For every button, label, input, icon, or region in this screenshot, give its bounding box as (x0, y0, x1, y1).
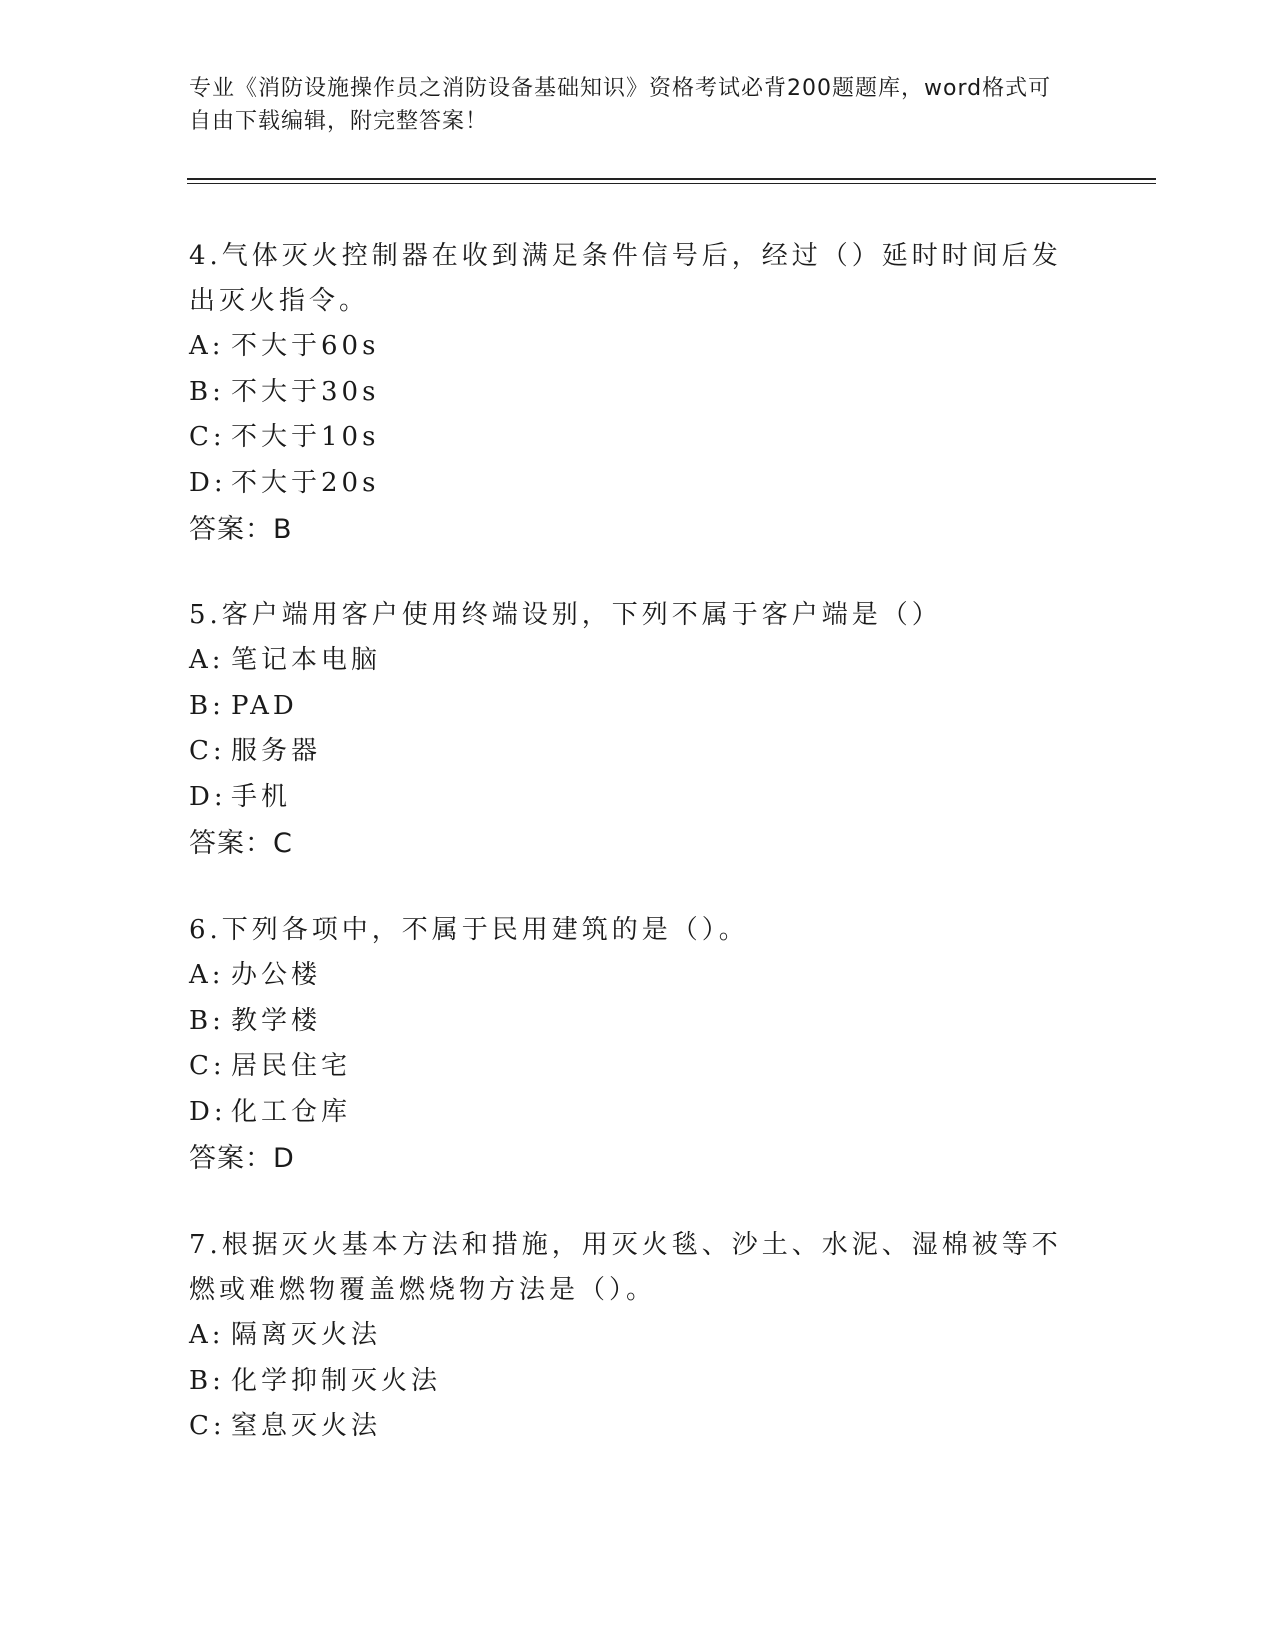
option-text: 居民住宅 (231, 1051, 352, 1081)
question-4 (189, 234, 1069, 552)
option-c (189, 729, 1069, 775)
answer-line: 答案：B (189, 514, 293, 545)
header-divider-thin (187, 183, 1156, 184)
option-label: B: (189, 690, 225, 721)
option-label: A: (189, 645, 225, 675)
option-b (189, 999, 1069, 1045)
option-text: 化学抑制灭火法 (231, 1365, 442, 1396)
question-stem: 7.根据灭火基本方法和措施，用灭火毯、沙土、水泥、湿棉被等不燃或难燃物覆盖燃烧物方法是（）。 (189, 1230, 1062, 1305)
option-text: 手机 (231, 781, 292, 812)
option-label: D: (189, 467, 227, 498)
option-label: C: (189, 736, 226, 766)
option-c (189, 1044, 1069, 1090)
option-c (189, 1404, 1069, 1450)
option-text: 不大于60s (231, 331, 380, 361)
option-a (189, 1313, 1069, 1359)
question-6 (189, 908, 1069, 1181)
question-stem: 5.客户端用客户使用终端设别，下列不属于客户端是（） (189, 600, 942, 630)
option-label: A: (189, 1320, 225, 1350)
option-label: B: (189, 1365, 225, 1396)
option-label: B: (189, 1005, 225, 1036)
option-label: A: (189, 331, 225, 361)
option-a (189, 953, 1069, 999)
option-text: 不大于30s (231, 376, 380, 407)
option-b (189, 370, 1069, 416)
document-header: 专业《消防设施操作员之消防设备基础知识》资格考试必背200题题库，word格式可自由下载编辑，附完整答案！ (189, 76, 1052, 134)
option-d (189, 1090, 1069, 1136)
option-text: 办公楼 (231, 960, 322, 990)
option-d (189, 775, 1069, 821)
option-a (189, 638, 1069, 684)
question-5 (189, 593, 1069, 866)
option-label: B: (189, 376, 225, 407)
answer-line: 答案：C (189, 828, 293, 859)
option-text: 不大于20s (231, 467, 380, 498)
option-text: 化工仓库 (231, 1096, 352, 1127)
option-label: D: (189, 781, 227, 812)
option-label: A: (189, 960, 225, 990)
option-label: C: (189, 422, 226, 452)
option-a (189, 324, 1069, 370)
option-text: 服务器 (231, 736, 322, 766)
question-7 (189, 1223, 1069, 1450)
option-text: PAD (231, 690, 298, 721)
option-text: 教学楼 (231, 1005, 322, 1036)
option-b (189, 684, 1069, 730)
option-label: C: (189, 1051, 226, 1081)
option-b (189, 1359, 1069, 1405)
question-stem: 6.下列各项中，不属于民用建筑的是（）。 (189, 915, 749, 945)
option-c (189, 415, 1069, 461)
option-d (189, 461, 1069, 507)
option-text: 不大于10s (231, 422, 380, 452)
option-label: D: (189, 1096, 227, 1127)
option-label: C: (189, 1411, 226, 1441)
header-divider-thick (187, 178, 1156, 180)
option-text: 窒息灭火法 (231, 1411, 382, 1441)
answer-line: 答案：D (189, 1143, 295, 1174)
question-stem: 4.气体灭火控制器在收到满足条件信号后，经过（）延时时间后发出灭火指令。 (189, 241, 1062, 316)
option-text: 笔记本电脑 (231, 645, 382, 675)
option-text: 隔离灭火法 (231, 1320, 382, 1350)
